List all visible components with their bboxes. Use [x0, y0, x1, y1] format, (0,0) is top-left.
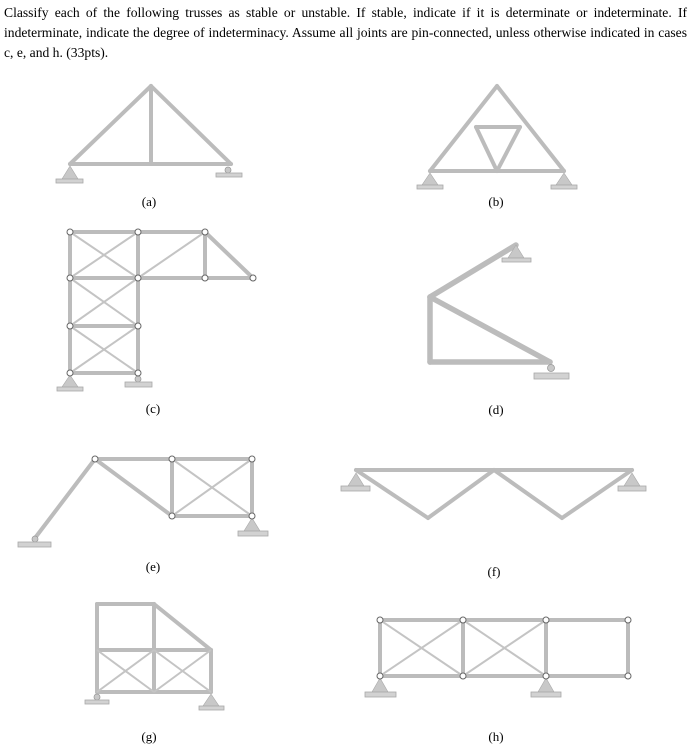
truss-h	[365, 617, 631, 744]
pin-support-h-mid	[531, 678, 561, 697]
pin-support-a	[56, 166, 83, 183]
pin-support-c	[57, 375, 83, 391]
pin-support-b-right	[551, 173, 577, 189]
problem-statement: Classify each of the following trusses as stable or unstable. If stable, indicate if it is determinate or indeterminate. If indeterminate, indicate the degree of indeterminacy. Assume all joints are pin-connected, unless otherwise indicated in cases c, e, and h. (33pts).	[4, 5, 687, 60]
roller-support-a	[216, 167, 242, 177]
truss-e	[18, 456, 268, 574]
caption-d: (d)	[488, 402, 504, 417]
caption-g: (g)	[141, 729, 157, 744]
roller-support-g	[85, 694, 109, 704]
truss-d	[430, 245, 569, 417]
caption-b: (b)	[488, 194, 504, 209]
caption-h: (h)	[488, 729, 504, 744]
pin-support-e	[238, 518, 268, 536]
truss-g	[85, 604, 224, 744]
truss-a	[56, 86, 242, 209]
caption-c: (c)	[145, 401, 161, 416]
truss-f	[341, 470, 646, 579]
roller-support-d	[534, 365, 569, 380]
roller-support-c	[125, 376, 152, 387]
caption-e: (e)	[145, 559, 161, 574]
truss-c	[57, 229, 256, 416]
caption-f: (f)	[487, 564, 501, 579]
roller-support-e	[18, 536, 51, 547]
caption-a: (a)	[141, 194, 157, 209]
pin-support-g	[199, 694, 224, 710]
truss-b	[417, 86, 577, 209]
pin-support-b-left	[417, 173, 443, 189]
pin-support-h-left	[365, 678, 396, 697]
